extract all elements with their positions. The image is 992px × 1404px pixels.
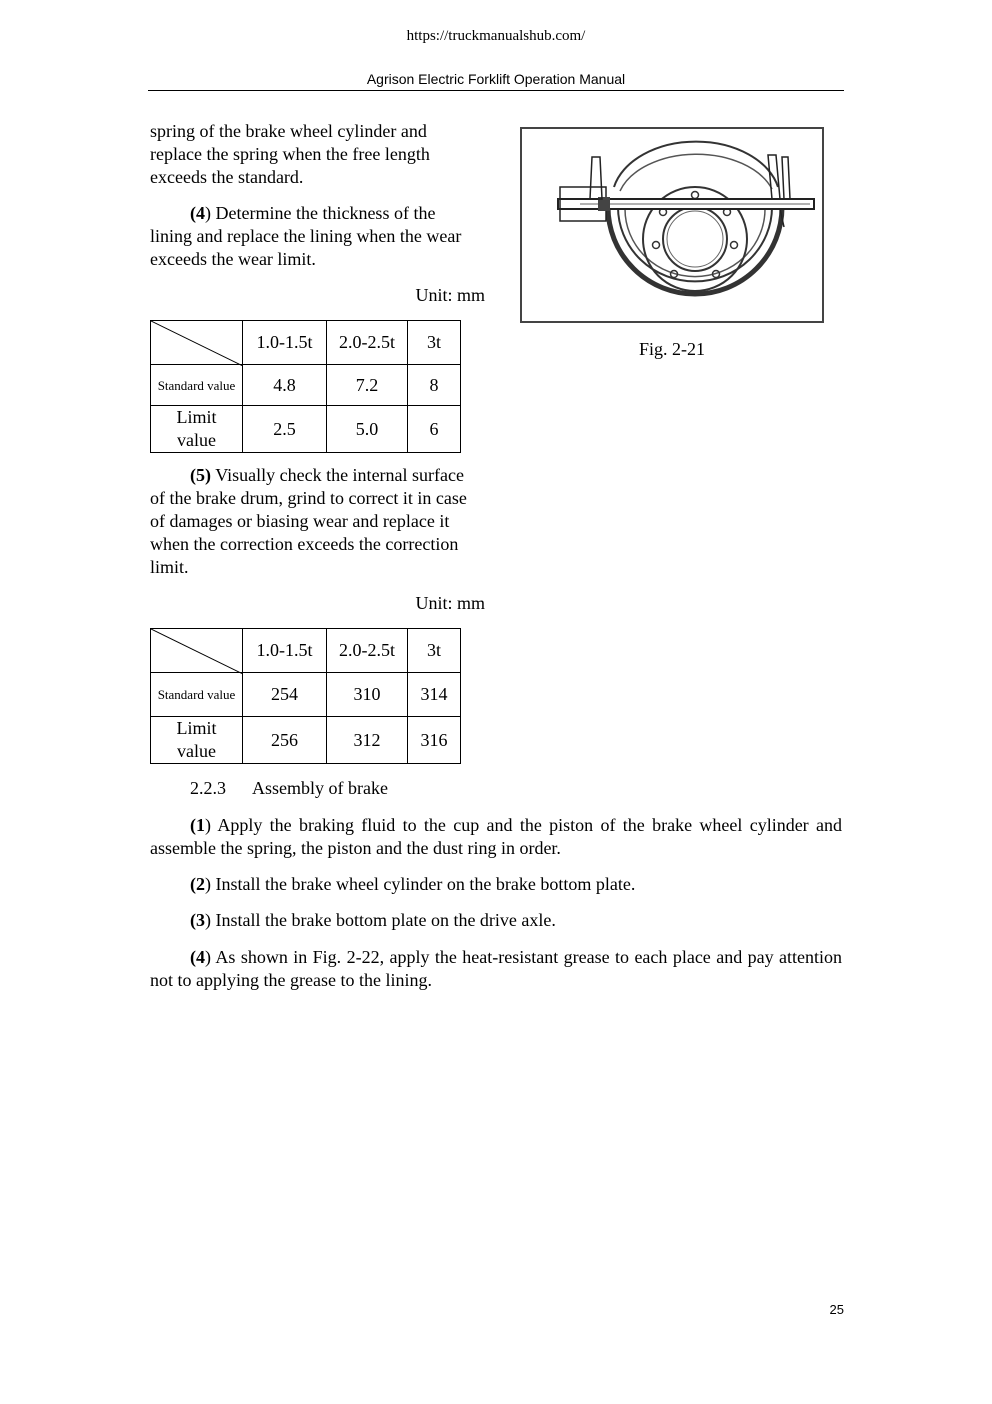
step-5-number: (5) [190, 465, 211, 485]
diagonal-line [151, 629, 243, 674]
row-label [151, 717, 243, 764]
table-row [151, 406, 461, 453]
step-text: Apply the braking fluid to the cup and the piston of the brake wheel cylinder and assemble the spring, the piston and the dust ring in order. [150, 815, 842, 858]
step-open-paren: ( [190, 947, 196, 967]
diagonal-header-cell [151, 321, 243, 365]
step-4-open-paren: ( [190, 203, 196, 223]
table-cell: 7.2 [327, 365, 408, 406]
table-cell: 6 [408, 406, 461, 453]
column-header: 1.0-1.5t [243, 321, 327, 365]
section-title: Assembly of brake [252, 778, 388, 798]
step-number: 1 [196, 815, 205, 835]
table-cell: 5.0 [327, 406, 408, 453]
assembly-step-4: (4) As shown in Fig. 2-22, apply the heat-resistant grease to each place and pay attention not to applying the grease to the lining. [150, 947, 842, 990]
brake-drum-figure [520, 127, 824, 323]
step-text: Install the brake wheel cylinder on the brake bottom plate. [215, 874, 636, 894]
table-1-unit: Unit: mm [415, 285, 485, 305]
column-header: 1.0-1.5t [243, 629, 327, 673]
assembly-step-2: (2) Install the brake wheel cylinder on the brake bottom plate. [190, 874, 636, 894]
column-header: 2.0-2.5t [327, 629, 408, 673]
row-label: Standard value [151, 673, 243, 717]
step-4-number: 4 [196, 203, 205, 223]
figure-caption: Fig. 2-21 [638, 339, 705, 359]
lining-thickness-table [150, 320, 461, 453]
column-header: 3t [408, 321, 461, 365]
section-heading [190, 778, 388, 799]
column-header: 2.0-2.5t [327, 321, 408, 365]
column-header: 3t [408, 629, 461, 673]
intro-paragraph [150, 120, 468, 189]
table-cell: 314 [408, 673, 461, 717]
table-cell: 254 [243, 673, 327, 717]
diagonal-header-cell [151, 629, 243, 673]
section-number: 2.2.3 [190, 778, 226, 798]
table-cell: 310 [327, 673, 408, 717]
diagonal-line [151, 321, 243, 366]
table-row [151, 673, 461, 717]
step-5-text: Visually check the internal surface of the brake drum, grind to correct it in case of damages or biasing wear and replace it when the correction exceeds the correction limit. [150, 465, 467, 577]
table-row [151, 717, 461, 764]
step-open-paren: ( [190, 910, 196, 930]
page-number: 25 [829, 1302, 844, 1317]
assembly-step-3: (3) Install the brake bottom plate on the drive axle. [190, 910, 556, 930]
row-label-text: Limit value [176, 407, 217, 450]
assembly-step-1: (1) Apply the braking fluid to the cup and the piston of the brake wheel cylinder and assemble the spring, the piston and the dust ring in order. [150, 815, 842, 858]
step-open-paren: ( [190, 874, 196, 894]
table-cell: 316 [408, 717, 461, 764]
step-open-paren: ( [190, 815, 196, 835]
manual-title: Agrison Electric Forklift Operation Manual [366, 71, 626, 87]
brake-drum-caliper-illustration [520, 127, 824, 323]
source-url: https://truckmanualshub.com/ [406, 28, 586, 44]
table-cell: 312 [327, 717, 408, 764]
row-label: Standard value [151, 365, 243, 406]
step-number: 3 [196, 910, 205, 930]
table-cell: 8 [408, 365, 461, 406]
step-number: 2 [196, 874, 205, 894]
table-header-row [151, 321, 461, 365]
step-5-paragraph [150, 464, 468, 579]
table-header-row [151, 629, 461, 673]
table-row [151, 365, 461, 406]
step-4-paragraph: (4) Determine the thickness of the lining and replace the lining when the wear exceeds the wear limit. [150, 203, 462, 269]
table-cell: 2.5 [243, 406, 327, 453]
row-label-text: Limit value [176, 718, 217, 761]
step-number: 4 [196, 947, 205, 967]
table-cell: 256 [243, 717, 327, 764]
row-label [151, 406, 243, 453]
intro-text: spring of the brake wheel cylinder and replace the spring when the free length exceeds the standard. [150, 121, 430, 187]
table-cell: 4.8 [243, 365, 327, 406]
table-2-unit: Unit: mm [415, 593, 485, 613]
header-rule [148, 90, 844, 91]
step-text: Install the brake bottom plate on the drive axle. [215, 910, 556, 930]
brake-drum-table [150, 628, 461, 764]
step-4-text: Determine the thickness of the lining and replace the lining when the wear exceeds the wear limit. [150, 203, 462, 269]
step-text: As shown in Fig. 2-22, apply the heat-resistant grease to each place and pay attention not to applying the grease to the lining. [150, 947, 842, 990]
